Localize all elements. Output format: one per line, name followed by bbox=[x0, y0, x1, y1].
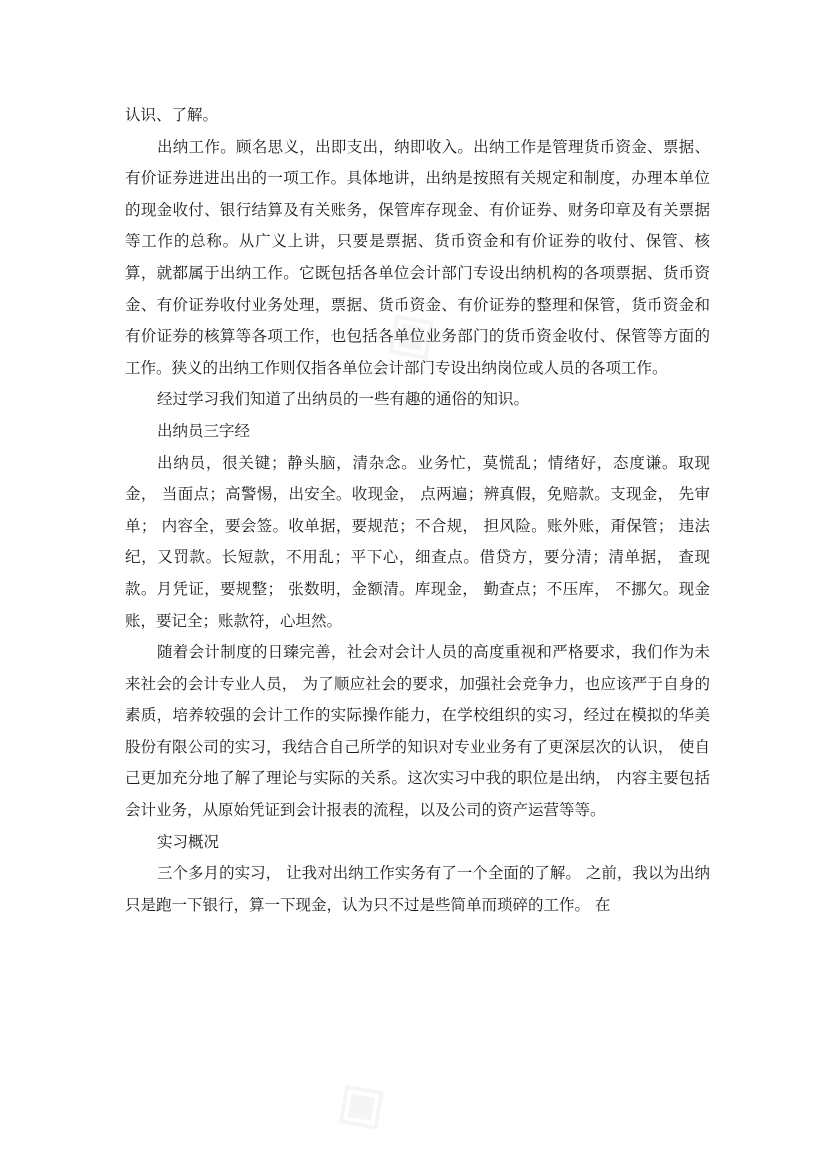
paragraph: 出纳员，很关键；静头脑，清杂念。业务忙，莫慌乱；情绪好，态度谦。取现金， 当面点；高警惕，出安全。收现金， 点两遍；辨真假，免赔款。支现金， 先审单； 内容全，要会签。收单据，要规范；不合规， 担风险。账外账，甭保管； 违法纪，又罚款。长短款，不用乱；平下心，细查点。借贷方，要分清；清单据， 查现款。月凭证，要规整； 张数明，金额清。库现金， 勤查点；不压库， 不挪欠。现金账，要记全；账款符，心坦然。 bbox=[125, 453, 710, 630]
paragraph: 经过学习我们知道了出纳员的一些有趣的通俗的知识。 bbox=[157, 390, 530, 409]
watermark: ◈ bbox=[310, 1051, 405, 1153]
paragraph: 三个多月的实习， 让我对出纳工作实务有了一个全面的了解。 之前，我以为出纳只是跑一下银行，算一下现金，认为只不过是些简单而琐碎的工作。 在 bbox=[125, 864, 710, 914]
document-body bbox=[125, 100, 710, 921]
section-heading: 实习概况 bbox=[157, 832, 220, 851]
section-heading: 出纳员三字经 bbox=[157, 421, 251, 440]
paragraph: 认识、了解。 bbox=[125, 106, 219, 124]
paragraph: 出纳工作。顾名思义，出即支出，纳即收入。出纳工作是管理货币资金、票据、有价证券进进出出的一项工作。具体地讲，出纳是按照有关规定和制度，办理本单位的现金收付、银行结算及有关账务，保管库存现金、有价证券、财务印章及有关票据等工作的总称。从广义上讲，只要是票据、货币资金和有价证券的收付、保管、核算，就都属于出纳工作。它既包括各单位会计部门专设出纳机构的各项票据、货币资金、有价证券收付业务处理，票据、货币资金、有价证券的整理和保管，货币资金和有价证券的核算等各项工作，也包括各单位业务部门的货币资金收付、保管等方面的工作。狭义的出纳工作则仅指各单位会计部门专设出纳岗位或人员的各项工作。 bbox=[125, 137, 710, 377]
watermark: ◈ bbox=[360, 281, 455, 383]
paragraph: 随着会计制度的日臻完善，社会对会计人员的高度重视和严格要求，我们作为未来社会的会计专业人员， 为了顺应社会的要求，加强社会竞争力，也应该严于自身的素质，培养较强的会计工作的实际操作能力，在学校组织的实习，经过在模拟的华美股份有限公司的实习，我结合自己所学的知识对专业业务有了更深层次的认识， 使自己更加充分地了解了理论与实际的关系。这次实习中我的职位是出纳， 内容主要包括会计业务，从原始凭证到会计报表的流程，以及公司的资产运营等等。 bbox=[125, 643, 710, 820]
